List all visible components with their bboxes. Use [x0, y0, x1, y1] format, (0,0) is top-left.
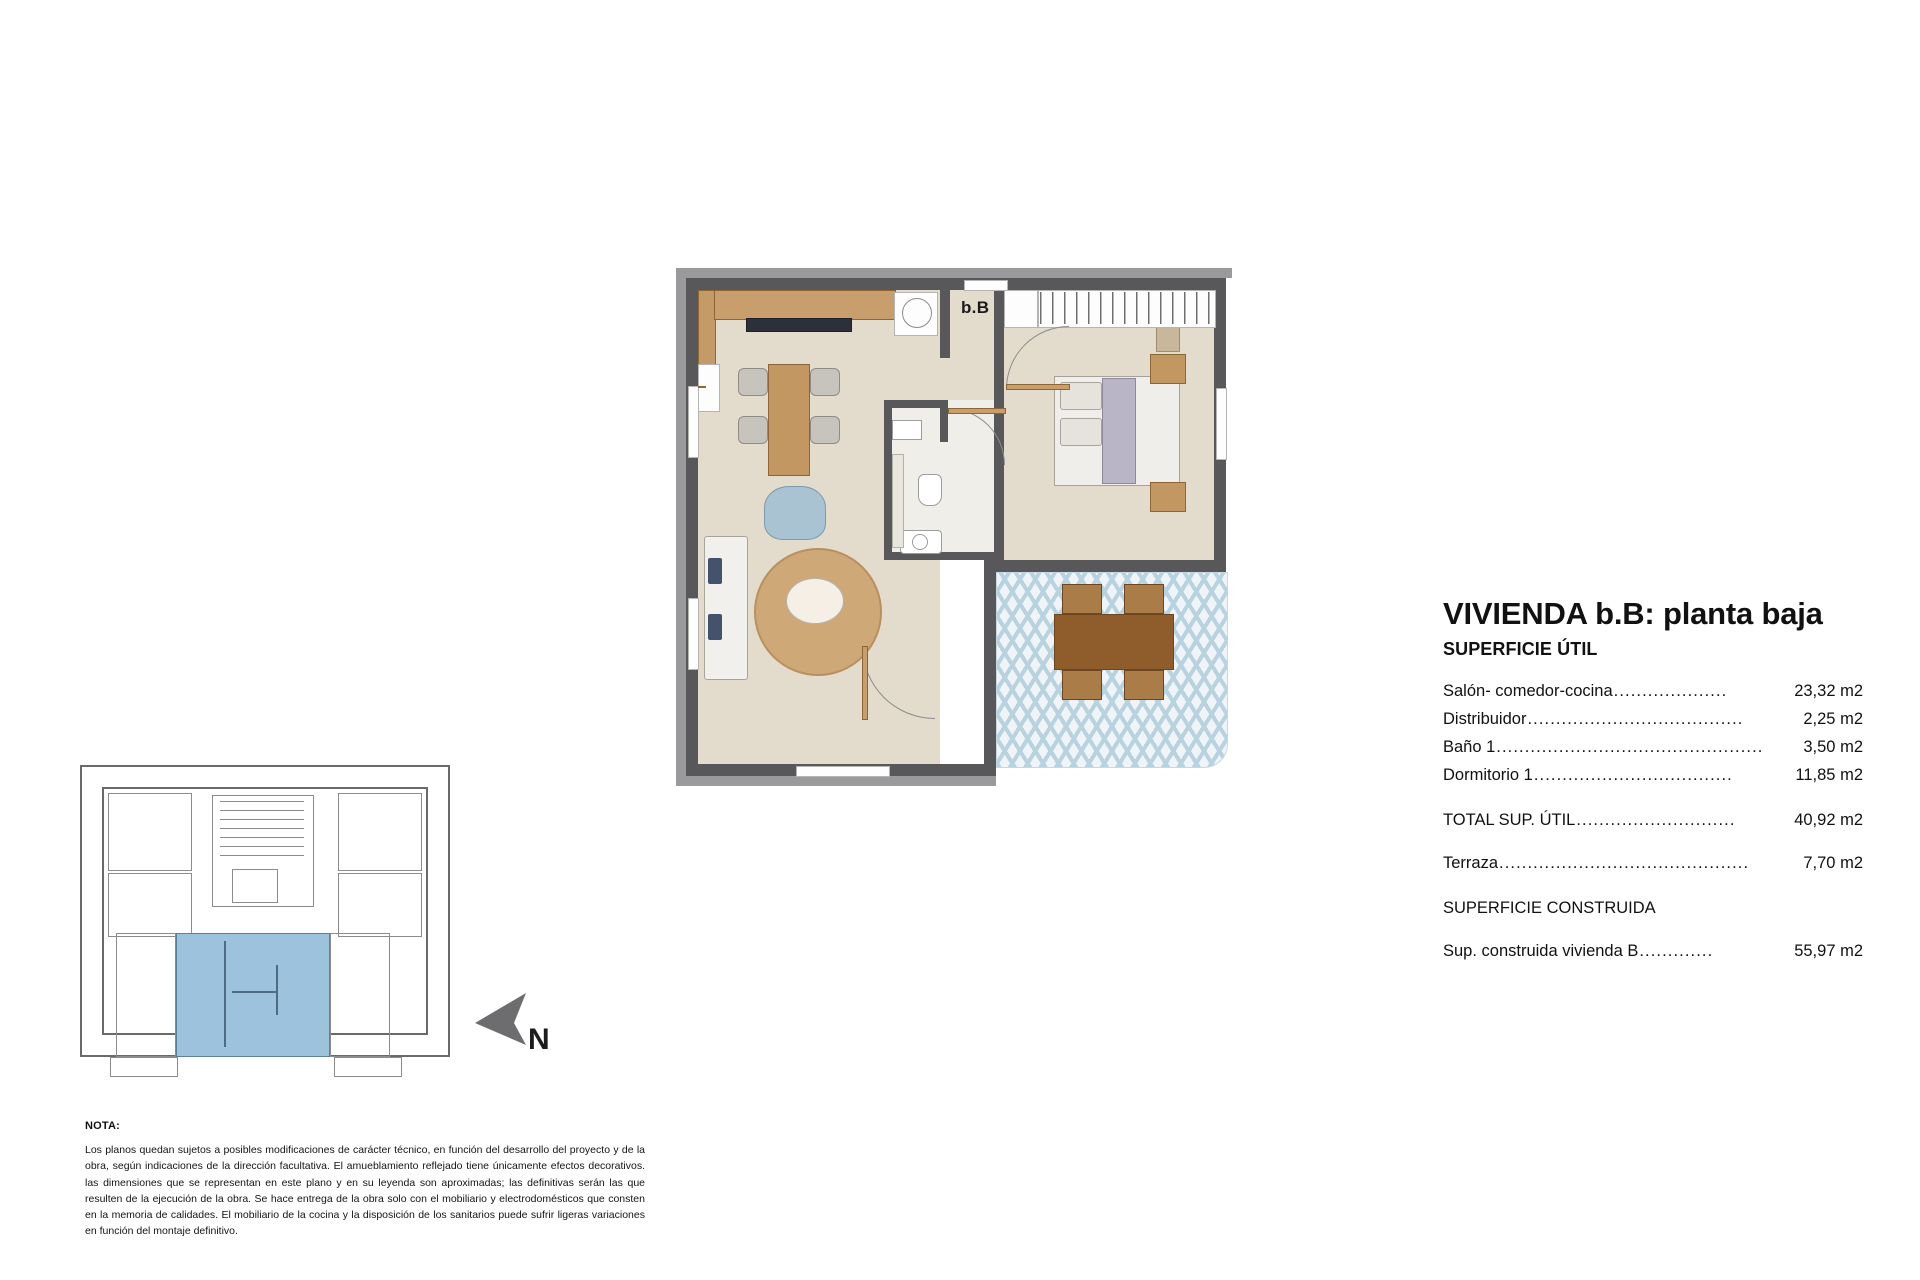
- total-useful-row: [1443, 811, 1863, 830]
- coffee-table: [786, 578, 844, 624]
- built-area-value: 55,97 m2: [1794, 942, 1863, 960]
- page-title: VIVIENDA b.B: planta baja: [1443, 596, 1823, 631]
- keyplan-stairs: [220, 801, 304, 863]
- surface-useful-heading: SUPERFICIE ÚTIL: [1443, 639, 1598, 659]
- terrace-table: [1054, 614, 1174, 670]
- keyplan-highlighted-unit: [176, 933, 330, 1057]
- keyplan-unit-e: [330, 933, 390, 1057]
- area-name-bano: Baño 1: [1443, 738, 1496, 756]
- bath-cabinet: [892, 454, 904, 548]
- dot-leader: ......................................: [1527, 710, 1744, 728]
- keyplan-outline-right: [448, 765, 450, 1057]
- living-door-leaf: [862, 646, 868, 720]
- keyplan-highlight-divider-1: [224, 941, 226, 1047]
- dining-table: [768, 364, 810, 476]
- surface-built-heading: SUPERFICIE CONSTRUIDA: [1443, 899, 1656, 917]
- bed-blanket: [1102, 378, 1136, 484]
- window-south: [796, 766, 890, 777]
- dot-leader: ...................................: [1533, 766, 1733, 784]
- keyplan-elevator: [232, 869, 278, 903]
- washbasin: [892, 420, 922, 440]
- area-row-bano: [1443, 738, 1863, 757]
- terrace-chair-3: [1062, 670, 1102, 700]
- keyplan-unit-f: [116, 933, 176, 1057]
- wardrobe-doors: [1040, 292, 1212, 324]
- plan-wall-bottom-outer: [676, 776, 996, 786]
- kitchen-fridge: [698, 364, 720, 412]
- bedroom-door-leaf: [1006, 384, 1070, 390]
- key-plan: [80, 765, 470, 1090]
- floor-plan-drawing: [676, 268, 1276, 798]
- note-block: [85, 1120, 645, 1240]
- terrace-chair-2: [1124, 584, 1164, 614]
- keyplan-inner-left: [102, 787, 104, 1035]
- entry-door-opening: [964, 280, 1008, 291]
- partition-bath-east: [940, 400, 948, 442]
- bathroom-door-leaf: [948, 408, 1006, 414]
- north-label: N: [528, 1023, 550, 1056]
- keyplan-outline-top: [80, 765, 450, 767]
- built-area-label: Sup. construida vivienda B: [1443, 942, 1639, 960]
- keyplan-inner-right: [426, 787, 428, 1035]
- wall-terrace-side: [984, 560, 996, 776]
- window-east: [1216, 388, 1227, 460]
- area-row-dormitorio: [1443, 766, 1863, 785]
- sofa-cushion-2: [708, 614, 722, 640]
- dot-leader: .............: [1639, 942, 1714, 960]
- wall-south-bedroom: [984, 560, 1226, 572]
- dot-leader: ............................................: [1499, 854, 1750, 872]
- wall-north: [686, 278, 1226, 290]
- keyplan-inner-top: [102, 787, 428, 789]
- partition-bath-west: [884, 400, 892, 560]
- bedroom-closet-small: [1004, 290, 1038, 328]
- dining-chair-2: [738, 416, 768, 444]
- partition-bedroom: [994, 290, 1004, 560]
- keyplan-highlight-divider-2: [276, 965, 278, 1015]
- kitchen-counter-edge: [698, 386, 706, 388]
- toilet: [918, 474, 942, 506]
- shower-drain: [912, 534, 928, 550]
- keyplan-balcony-1: [110, 1057, 178, 1077]
- keyplan-balcony-2: [334, 1057, 402, 1077]
- terrace-value: 7,70 m2: [1803, 854, 1863, 872]
- dot-leader: ............................: [1576, 811, 1736, 829]
- nightstand-bottom: [1150, 482, 1186, 512]
- total-useful-label: TOTAL SUP. ÚTIL: [1443, 811, 1576, 829]
- unit-label: b.B: [961, 298, 990, 317]
- dining-chair-1: [738, 368, 768, 396]
- keyplan-unit-d: [338, 873, 422, 937]
- armchair: [764, 486, 826, 540]
- area-row-salon: [1443, 682, 1863, 701]
- total-useful-value: 40,92 m2: [1794, 811, 1863, 829]
- terrace-chair-1: [1062, 584, 1102, 614]
- dining-chair-4: [810, 416, 840, 444]
- dot-leader: ...............................................: [1496, 738, 1764, 756]
- note-body: Los planos quedan sujetos a posibles modificaciones de carácter técnico, en función del desarrollo del proyecto y de la obra, según indicaciones de la dirección facultativa. El amueblamiento reflejado tiene únicamente efectos decorativos. las dimensiones que se representan en este plano y en su leyenda son aproximadas; las definitivas serán las que resulten de la ejecución de la obra. Se hace entrega de la obra solo con el mobiliario y electrodomésticos que consten en la memoria de calidades. El mobiliario de la cocina y la disposición de los sanitarios puede sufrir ligeras variaciones en función del montaje definitivo.: [85, 1144, 645, 1238]
- kitchen-upper-cabinets: [714, 290, 896, 320]
- area-value-bano: 3,50 m2: [1803, 738, 1863, 756]
- north-arrow: [470, 985, 580, 1065]
- kitchen-hood: [746, 318, 852, 332]
- note-title: NOTA:: [85, 1120, 121, 1132]
- plan-wall-left-outer: [676, 268, 686, 786]
- info-panel: [1443, 596, 1863, 961]
- dining-chair-3: [810, 368, 840, 396]
- terrace-chair-4: [1124, 670, 1164, 700]
- area-value-salon: 23,32 m2: [1794, 682, 1863, 700]
- wall-west: [686, 278, 698, 776]
- bedroom-picture: [1156, 326, 1180, 352]
- built-area-row: [1443, 942, 1863, 961]
- window-west-2: [688, 598, 699, 670]
- area-name-dormitorio: Dormitorio 1: [1443, 766, 1533, 784]
- keyplan-outline-left: [80, 765, 82, 1057]
- nightstand-top: [1150, 354, 1186, 384]
- terrace-area: [996, 572, 1228, 768]
- area-value-distribuidor: 2,25 m2: [1803, 710, 1863, 728]
- dot-leader: ....................: [1613, 682, 1728, 700]
- area-name-salon: Salón- comedor-cocina: [1443, 682, 1613, 700]
- keyplan-highlight-divider-3: [232, 991, 278, 993]
- kitchen-sink-basin: [902, 298, 932, 328]
- area-value-dormitorio: 11,85 m2: [1795, 766, 1863, 784]
- plan-wall-top-outer: [676, 268, 1232, 278]
- terrace-row: [1443, 854, 1863, 873]
- partition-bath-north: [884, 400, 948, 408]
- terrace-label: Terraza: [1443, 854, 1499, 872]
- compass-icon: [470, 985, 580, 1065]
- sofa-cushion-1: [708, 558, 722, 584]
- bed-pillow-2: [1060, 418, 1102, 446]
- partition-kitchen: [940, 290, 950, 358]
- keyplan-unit-c: [108, 873, 192, 937]
- area-name-distribuidor: Distribuidor: [1443, 710, 1527, 728]
- area-row-distribuidor: [1443, 710, 1863, 729]
- keyplan-unit-a: [108, 793, 192, 871]
- keyplan-unit-b: [338, 793, 422, 871]
